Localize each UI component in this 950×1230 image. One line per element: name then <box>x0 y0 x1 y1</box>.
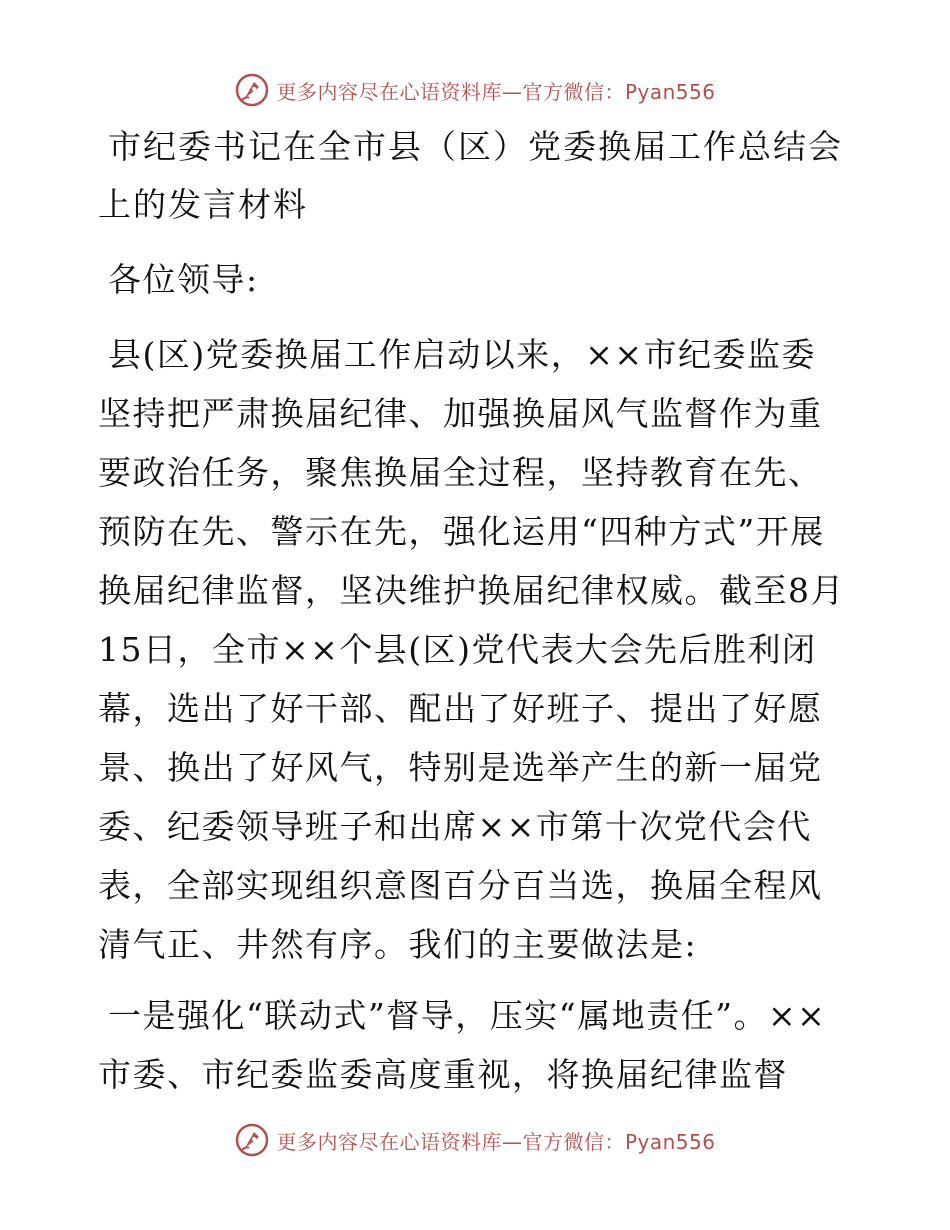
header-watermark <box>0 70 950 110</box>
watermark-text-footer: 更多内容尽在心语资料库—官方微信：Pyan556 <box>276 1129 716 1154</box>
body-paragraph-1: 县(区)党委换届工作启动以来，××市纪委监委坚持把严肃换届纪律、加强换届风气监督作为重要政治任务，聚焦换届全过程，坚持教育在先、预防在先、警示在先，强化运用“四种方式”开展换届纪律监督，坚决维护换届纪律权威。截至8月15日，全市××个县(区)党代表大会先后胜利闭幕，选出了好干部、配出了好班子、提出了好愿景、换出了好风气，特别是选举产生的新一届党委、纪委领导班子和出席××市第十次党代会代表，全部实现组织意图百分百当选，换届全程风清气正、井然有序。我们的主要做法是: <box>98 335 845 964</box>
salutation: 各位领导: <box>108 260 259 299</box>
watermark-text: 更多内容尽在心语资料库—官方微信：Pyan556 <box>276 79 716 104</box>
pen-nib-logo-icon <box>234 72 270 108</box>
pen-nib-logo-icon <box>234 1122 270 1158</box>
footer-watermark <box>0 1120 950 1160</box>
document-body <box>98 118 850 1104</box>
document-title: 市纪委书记在全市县（区）党委换届工作总结会上的发言材料 <box>98 127 843 224</box>
body-paragraph-2: 一是强化“联动式”督导，压实“属地责任”。××市委、市纪委监委高度重视，将换届纪律监督 <box>98 996 827 1094</box>
